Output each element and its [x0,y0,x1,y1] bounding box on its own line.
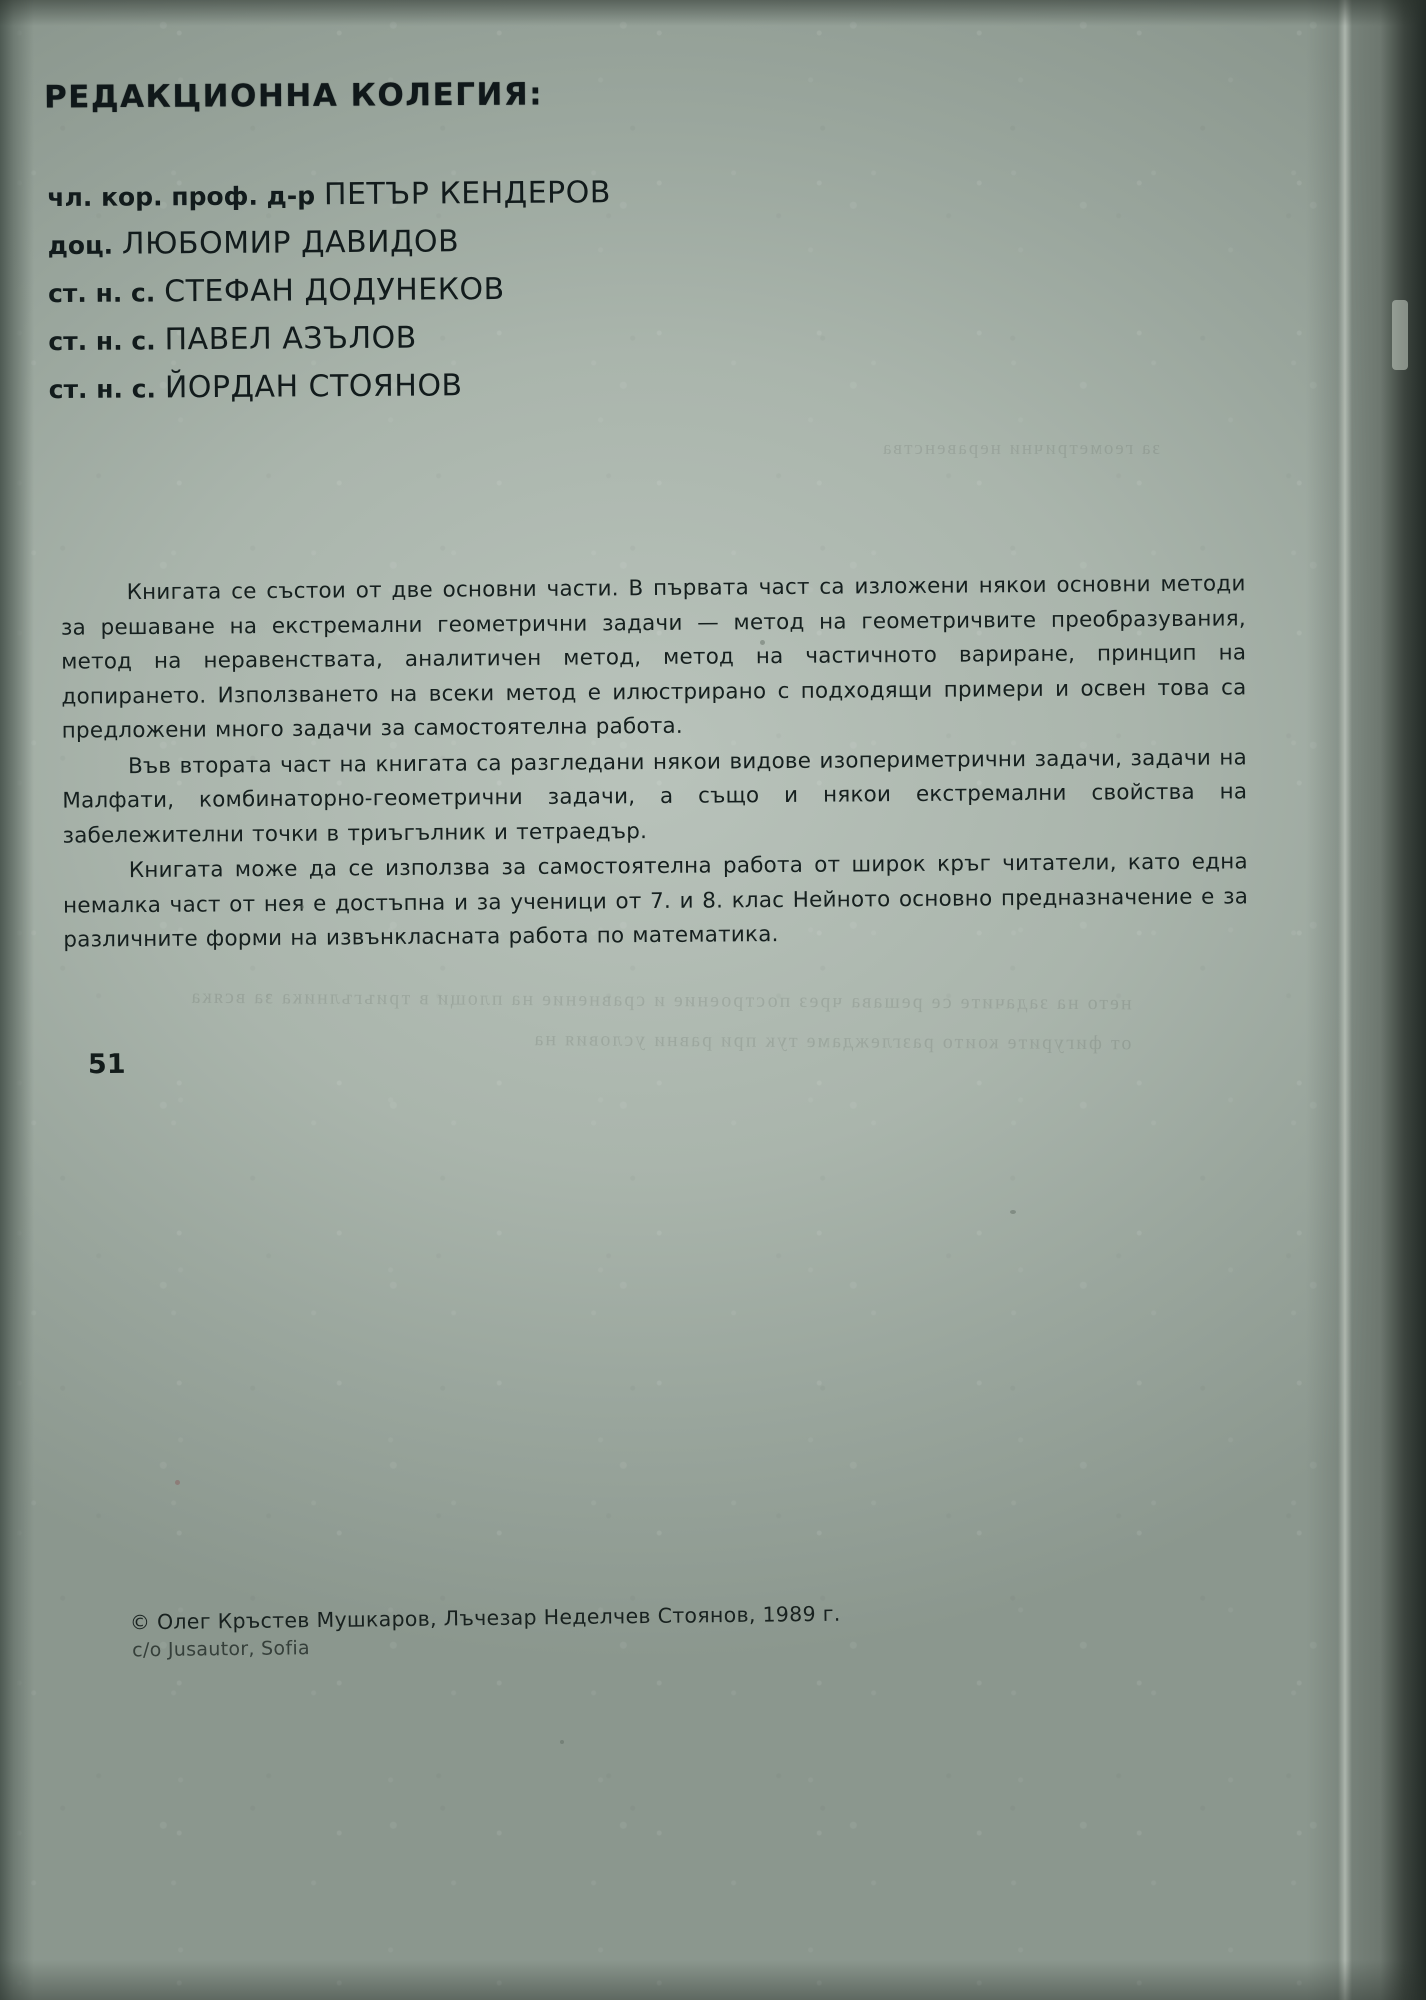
list-item [48,215,948,269]
member-name: ПЕТЪР КЕНДЕРОВ [323,175,612,213]
editorial-board-heading: РЕДАКЦИОННА КОЛЕГИЯ: [43,76,544,116]
editorial-board-list [47,167,949,413]
page-number: 51 [87,1048,126,1081]
member-rank: чл. кор. проф. д-р [47,181,316,213]
copyright-line [130,1602,841,1635]
member-rank: ст. н. с. [47,278,156,309]
copyright-icon: © [129,1610,151,1635]
member-name: ЙОРДАН СТОЯНОВ [164,368,463,406]
member-name: ЛЮБОМИР ДАВИДОВ [121,224,460,262]
member-rank: доц. [47,230,114,261]
copyright-block [130,1602,841,1662]
list-item [48,311,948,365]
annotation-paragraph: Книгата може да се използва за самостоятелна работа от широк кръг читатели, като една немалка част от нея е достъпна и за ученици от 7. и 8. клас Нейното основно предназначение е за различните форми на извънкласната работа по математика. [63,849,1249,953]
list-item [49,359,949,413]
reverse-side-show-through-small: за геометрични неравенства [881,438,1160,459]
copyright-agency: c/o Jusautor, Sofia [132,1637,311,1662]
member-rank: ст. н. с. [48,374,157,405]
annotation-paragraph: Във втората част на книгата са разгледани някои видове изопериметрични задачи, задачи на Малфати, комбинаторно-геометрични задачи, а също и някои екстремални свойства на забележителни точки в триъгълник и тетраедър. [62,744,1248,849]
member-name: СТЕФАН ДОДУНЕКОВ [164,271,505,310]
member-rank: ст. н. с. [48,326,156,357]
reverse-side-show-through: нето на задачите се решава чрез построение и сравнение на площи в триъгълника за всяка от фигурите които разглеждаме тук при равни условия на [189,985,1132,1055]
list-item [47,167,947,221]
copyright-holders: Олег Кръстев Мушкаров, Лъчезар Неделчев Стоянов, 1989 г. [156,1601,841,1635]
list-item [48,263,948,317]
member-name: ПАВЕЛ АЗЪЛОВ [164,320,417,358]
annotation-block [61,567,1249,958]
annotation-paragraph: Книгата се състои от две основни части. В първата част са изложени някои основни методи за решаване на екстремални геометрични задачи — метод на геометричвите преобразувания, метод на неравенствата, аналитичен метод, метод на частичното вариране, принцип на допирането. Използването на всеки метод е илюстрирано с подходящи примери и освен това са предложени много задачи за самостоятелна работа. [60,571,1247,744]
